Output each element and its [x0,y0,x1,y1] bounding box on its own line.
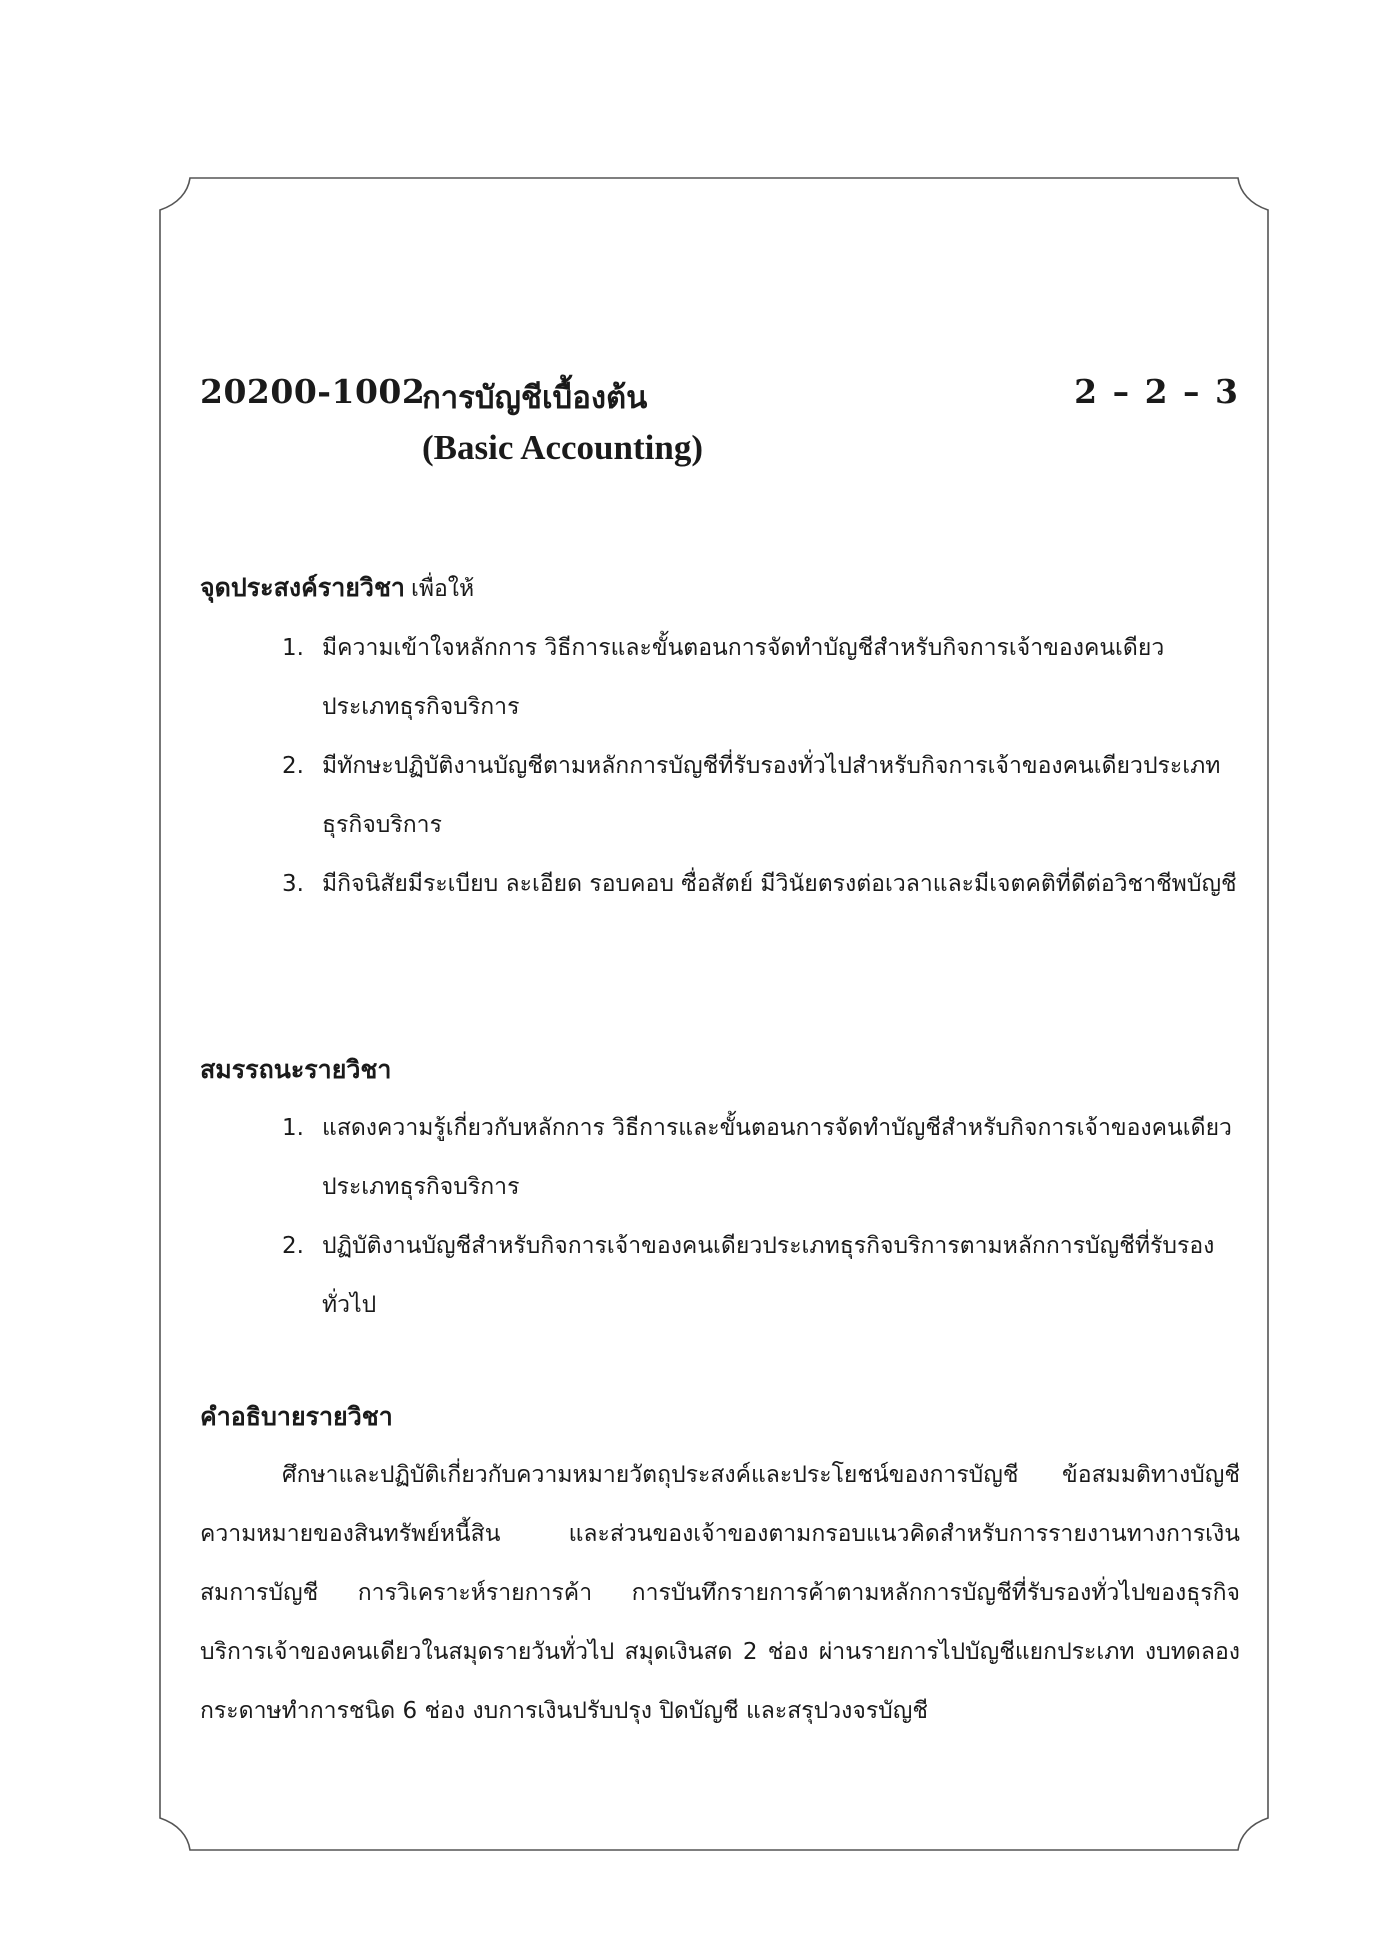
list-item-number: 2. [282,753,304,779]
course-credits: 2 – 2 – 3 [1074,372,1240,411]
list-item [200,1099,1240,1217]
list-item [200,855,1240,914]
objectives-list [200,619,1240,914]
list-item-number: 2. [282,1233,304,1259]
course-header [200,372,1240,492]
list-item [200,619,1240,737]
list-item-text: มีทักษะปฏิบัติงานบัญชีตามหลักการบัญชีที่รับรองทั่วไปสำหรับกิจการเจ้าของคนเดียวประเภทธุรกิจบริการ [322,753,1221,838]
objectives-heading-text: จุดประสงค์รายวิชา [200,573,405,602]
description-heading: คำอธิบายรายวิชา [200,1402,393,1431]
competencies-list [200,1099,1240,1335]
course-title-english: (Basic Accounting) [422,428,703,467]
objectives-heading [200,558,1240,619]
competencies-section [200,1040,1240,1335]
description-section [200,1387,1240,1741]
list-item-text: มีความเข้าใจหลักการ วิธีการและขั้นตอนการจัดทำบัญชีสำหรับกิจการเจ้าของคนเดียวประเภทธุรกิจบริการ [322,635,1165,720]
description-paragraph: ศึกษาและปฏิบัติเกี่ยวกับความหมายวัตถุประสงค์และประโยชน์ของการบัญชี ข้อสมมติทางบัญชี ความหมายของสินทรัพย์หนี้สิน และส่วนของเจ้าของตามกรอบแนวคิดสำหรับการรายงานทางการเงิน สมการบัญชี การวิเคราะห์รายการค้า การบันทึกรายการค้าตามหลักการบัญชีที่รับรองทั่วไปของธุรกิจบริการเจ้าของคนเดียวในสมุดรายวันทั่วไป สมุดเงินสด 2 ช่อง ผ่านรายการไปบัญชีแยกประเภท งบทดลอง กระดาษทำการชนิด 6 ช่อง งบการเงินปรับปรุง ปิดบัญชี และสรุปวงจรบัญชี [200,1462,1240,1724]
objectives-heading-suffix: เพื่อให้ [410,576,475,602]
list-item [200,1217,1240,1335]
course-title-thai: การบัญชีเบื้องต้น [422,380,648,416]
list-item-number: 1. [282,1115,304,1141]
course-code: 20200-1002 [200,372,426,411]
list-item-number: 3. [282,871,304,897]
list-item-number: 1. [282,635,304,661]
list-item-text: ปฏิบัติงานบัญชีสำหรับกิจการเจ้าของคนเดียวประเภทธุรกิจบริการตามหลักการบัญชีที่รับรองทั่วไป [322,1233,1215,1318]
list-item [200,737,1240,855]
competencies-heading: สมรรถนะรายวิชา [200,1055,392,1084]
list-item-text: แสดงความรู้เกี่ยวกับหลักการ วิธีการและขั้นตอนการจัดทำบัญชีสำหรับกิจการเจ้าของคนเดียวประเภทธุรกิจบริการ [322,1115,1232,1200]
list-item-text: มีกิจนิสัยมีระเบียบ ละเอียด รอบคอบ ซื่อสัตย์ มีวินัยตรงต่อเวลาและมีเจตคติที่ดีต่อวิชาชีพบัญชี [322,871,1237,897]
objectives-section [200,558,1240,914]
